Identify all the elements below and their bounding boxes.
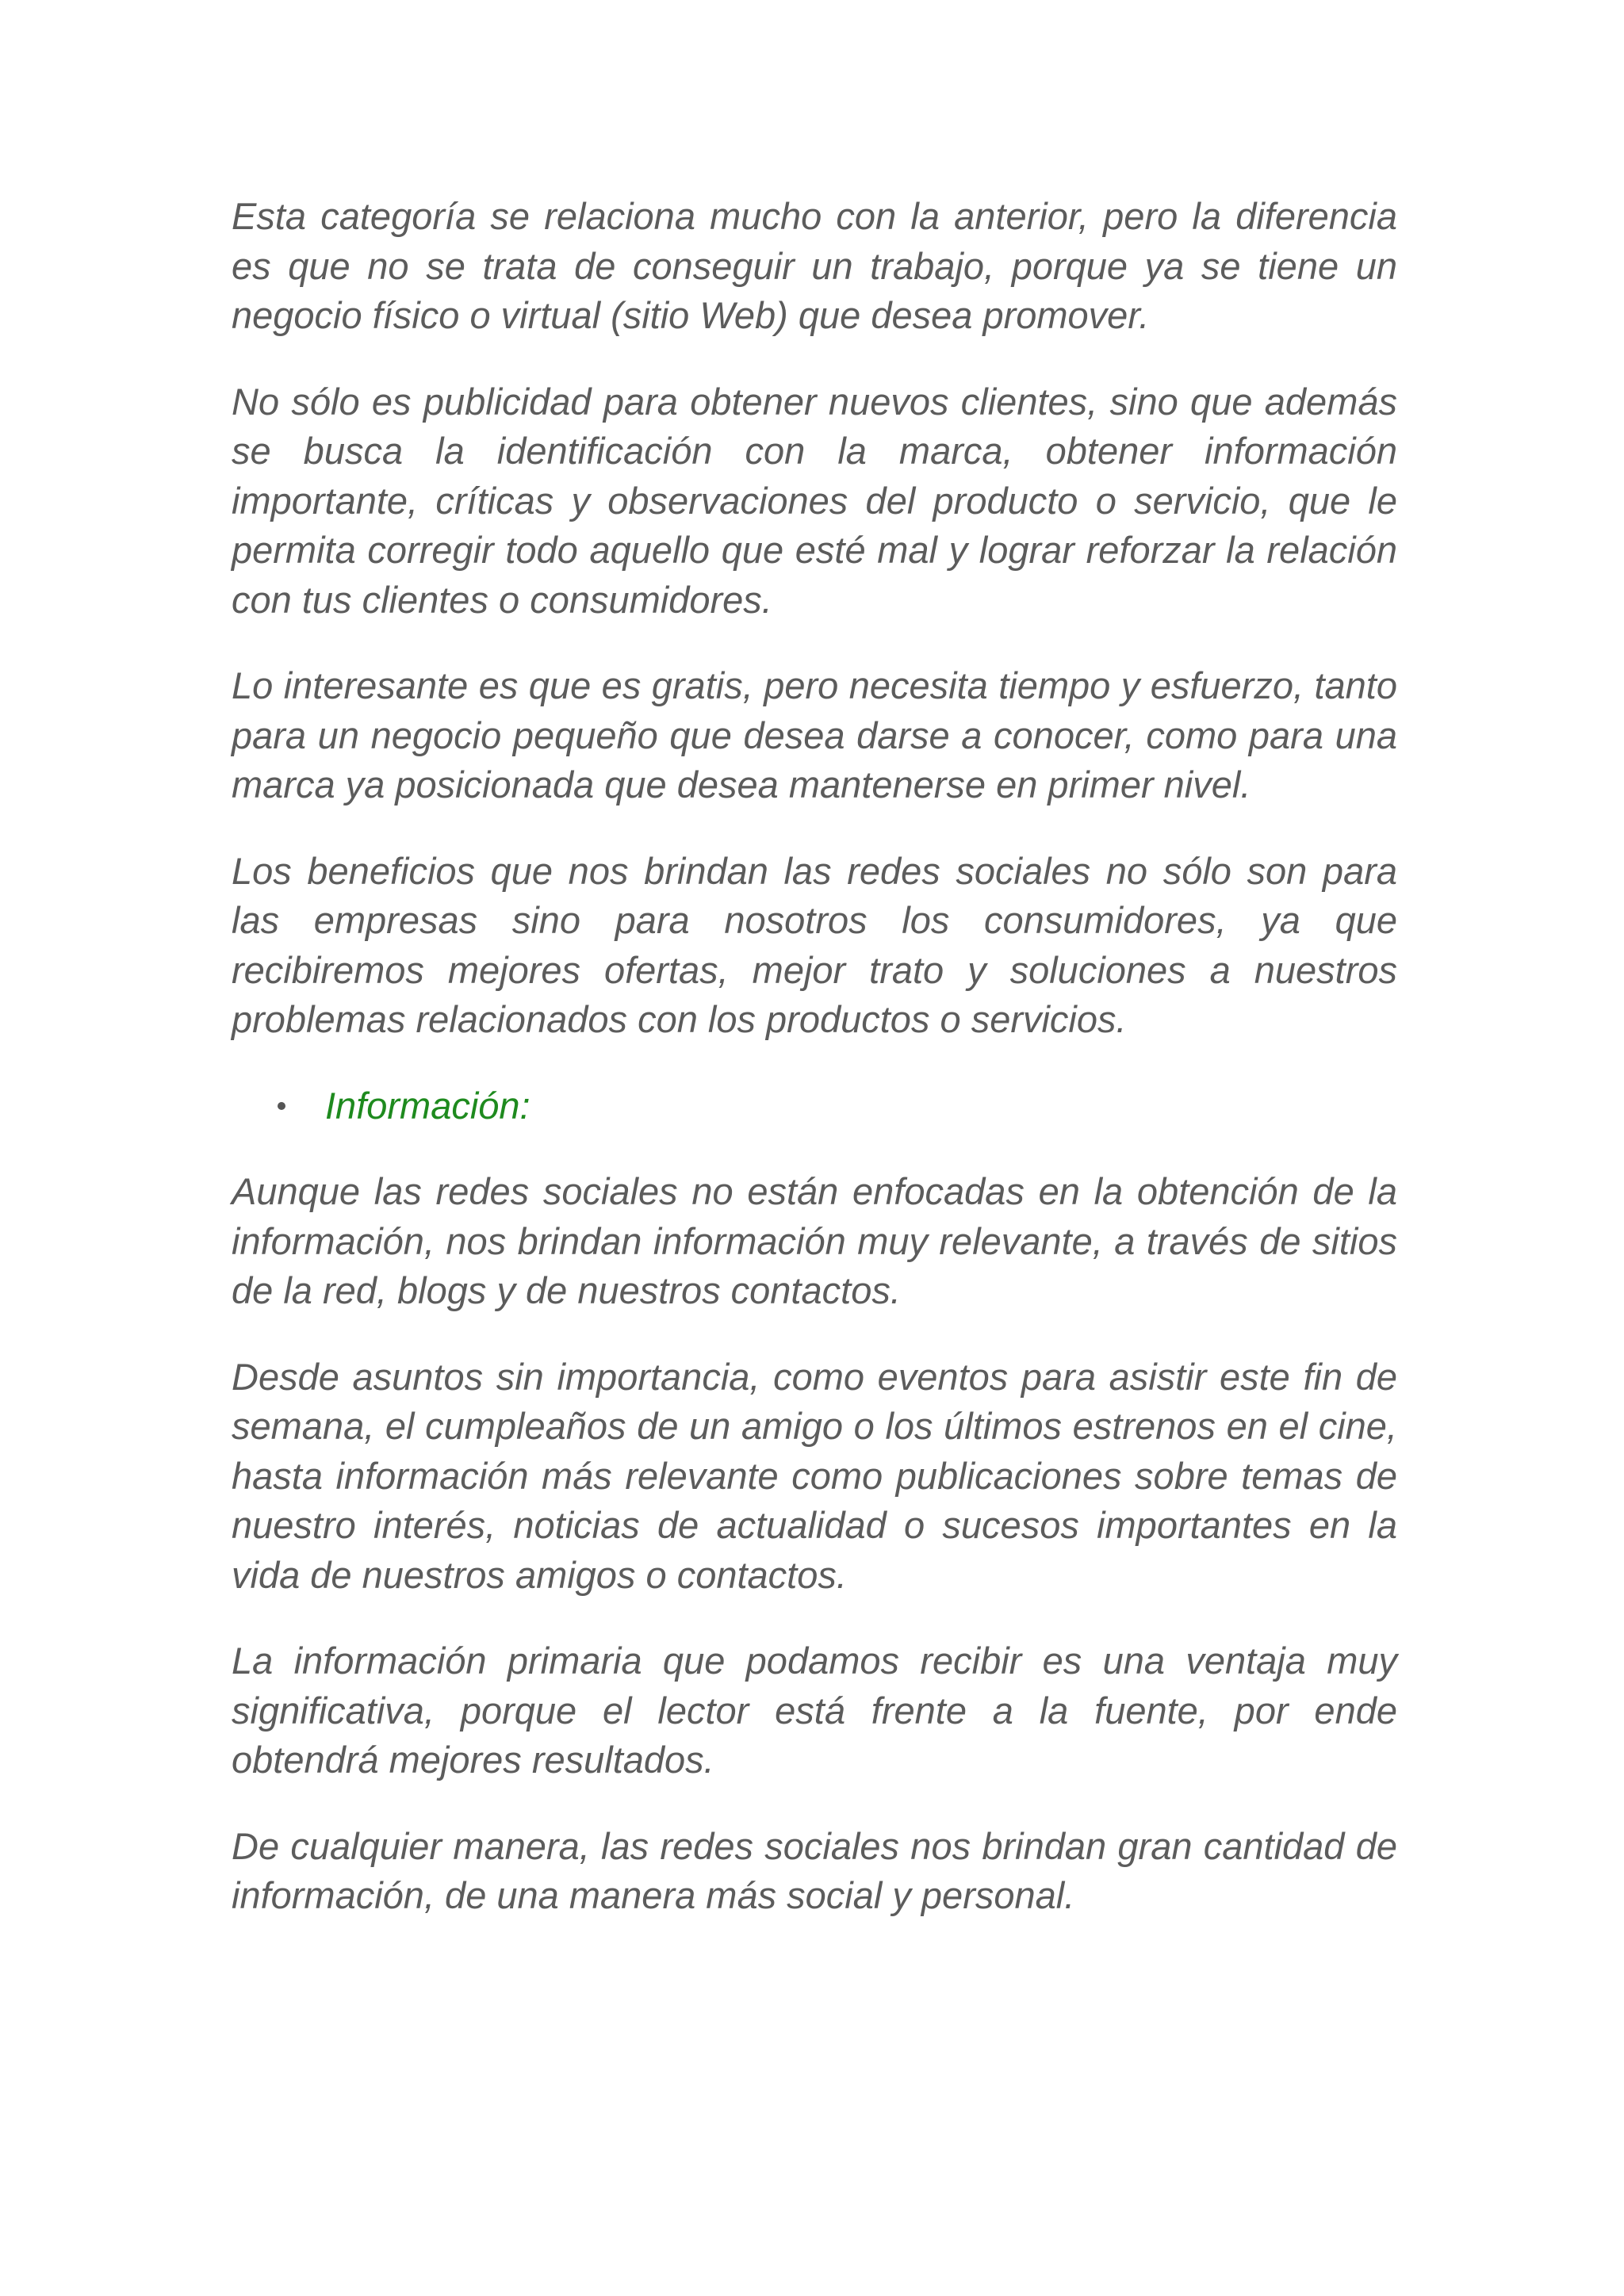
bullet-dot-icon [278,1102,285,1110]
document-body [232,192,1397,1957]
paragraph-3: Lo interesante es que es gratis, pero necesita tiempo y esfuerzo, tanto para un negocio pequeño que desea darse a conocer, como para una marca ya posicionada que desea mantenerse en primer nivel. [232,664,1397,806]
paragraph-5: Aunque las redes sociales no están enfocadas en la obtención de la información, nos brindan información muy relevante, a través de sitios de la red, blogs y de nuestros contactos. [232,1170,1397,1311]
paragraph-2: No sólo es publicidad para obtener nuevos clientes, sino que además se busca la identificación con la marca, obtener información importante, críticas y observaciones del producto o servicio, que le permita corregir todo aquello que esté mal y lograr reforzar la relación con tus clientes o consumidores. [232,380,1397,621]
paragraph-6: Desde asuntos sin importancia, como eventos para asistir este fin de semana, el cumpleaños de un amigo o los últimos estrenos en el cine, hasta información más relevante como publicaciones sobre temas de nuestro interés, noticias de actualidad o sucesos importantes en la vida de nuestros amigos o contactos. [232,1355,1397,1596]
bullet-label: Información: [325,1084,530,1127]
paragraph-4: Los beneficios que nos brindan las redes sociales no sólo son para las empresas sino para nosotros los consumidores, ya que recibiremos mejores ofertas, mejor trato y soluciones a nuestros problemas relacionados con los productos o servicios. [232,849,1397,1040]
paragraph-8: De cualquier manera, las redes sociales nos brindan gran cantidad de información, de una manera más social y personal. [232,1824,1397,1916]
paragraph-7: La información primaria que podamos recibir es una ventaja muy significativa, porque el lector está frente a la fuente, por ende obtendrá mejores resultados. [232,1640,1397,1781]
bullet-item-informacion [232,1081,1397,1131]
paragraph-1: Esta categoría se relaciona mucho con la anterior, pero la diferencia es que no se trata de conseguir un trabajo, porque ya se tiene un negocio físico o virtual (sitio Web) que desea promover. [232,195,1397,336]
